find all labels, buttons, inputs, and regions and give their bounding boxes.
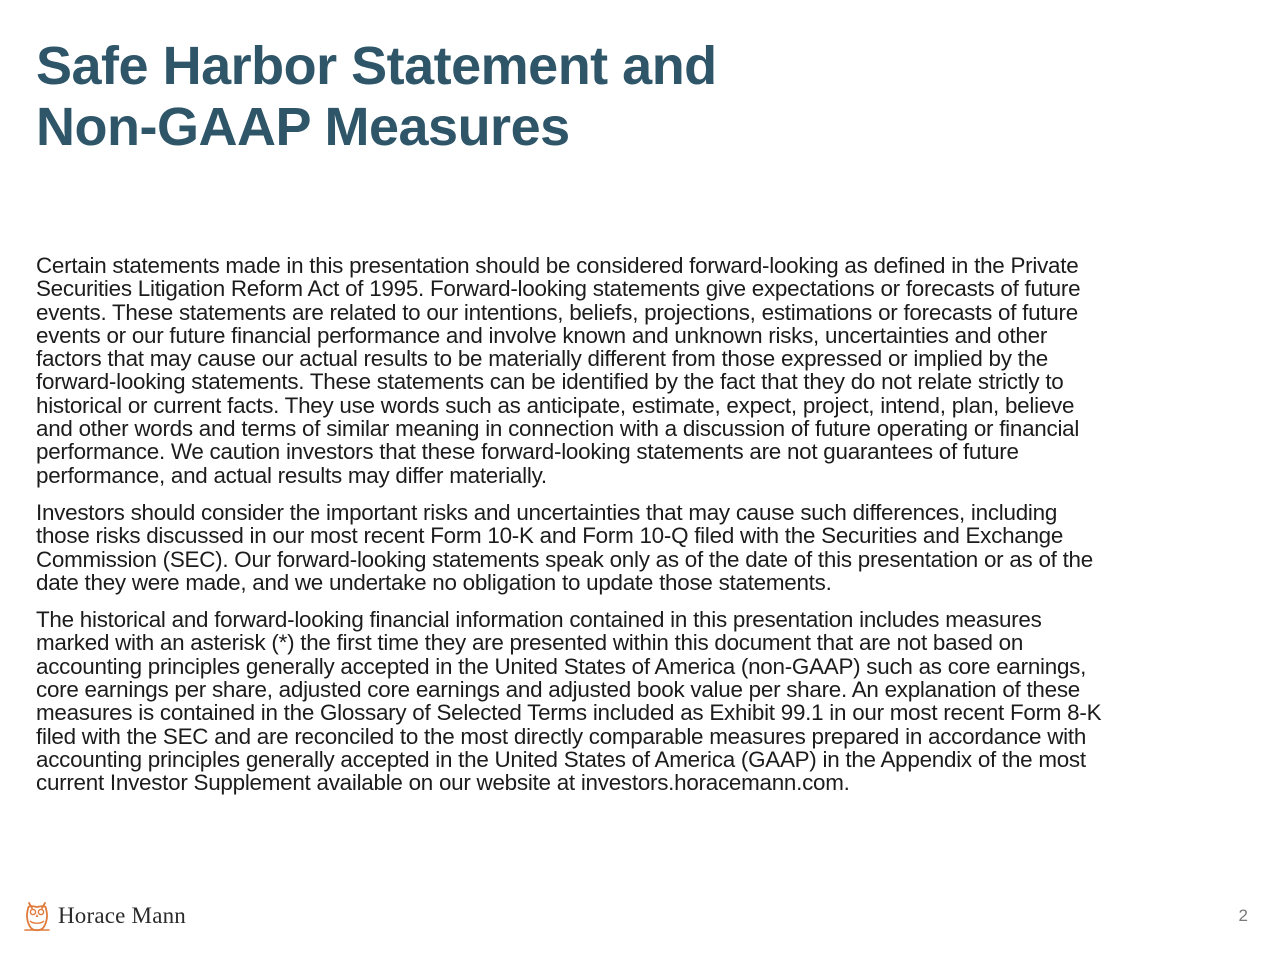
page-number: 2 — [1238, 906, 1248, 925]
page-title — [36, 36, 1036, 158]
text-line: The historical and forward-looking financial information contained in this presentation includes measures — [36, 607, 1042, 633]
logo-text: Horace Mann — [58, 903, 187, 928]
text-line: core earnings per share, adjusted core earnings and adjusted book value per share. An explanation of these — [36, 677, 1080, 703]
text-line: historical or current facts. They use words such as anticipate, estimate, expect, project, intend, plan, believe — [36, 392, 1075, 418]
text-line: performance, and actual results may differ materially. — [36, 462, 547, 488]
title-line-2: Non-GAAP Measures — [36, 97, 570, 157]
text-line: events or our future financial performance and involve known and unknown risks, uncertainties and other — [36, 322, 1048, 348]
owl-icon — [22, 897, 52, 935]
paragraph-forward-looking — [36, 254, 1252, 487]
text-line: accounting principles generally accepted in the United States of America (non-GAAP) such as core earnings, — [36, 653, 1087, 679]
text-line: Certain statements made in this presentation should be considered forward-looking as defined in the Private — [36, 253, 1079, 278]
paragraph-non-gaap — [36, 608, 1252, 794]
text-line: Investors should consider the important risks and uncertainties that may cause such differences, including — [36, 499, 1058, 525]
text-line: events. These statements are related to our intentions, beliefs, projections, estimations or forecasts of future — [36, 299, 1078, 325]
text-line: accounting principles generally accepted in the United States of America (GAAP) in the Appendix of the most — [36, 746, 1086, 772]
safe-harbor-body — [36, 254, 1252, 809]
title-line-1: Safe Harbor Statement and — [36, 36, 717, 96]
horace-mann-logo — [22, 896, 186, 936]
paragraph-investor-risks — [36, 501, 1252, 594]
text-line: current Investor Supplement available on our website at investors.horacemann.com. — [36, 770, 850, 796]
text-line: marked with an asterisk (*) the first time they are presented within this document that are not based on — [36, 630, 1024, 656]
text-line: performance. We caution investors that these forward-looking statements are not guarantees of future — [36, 439, 1019, 465]
text-line: factors that may cause our actual results to be materially different from those expressed or implied by the — [36, 346, 1049, 372]
text-line: date they were made, and we undertake no obligation to update those statements. — [36, 569, 832, 595]
text-line: measures is contained in the Glossary of Selected Terms included as Exhibit 99.1 in our most recent Form 8-K — [36, 700, 1102, 726]
text-line: filed with the SEC and are reconciled to the most directly comparable measures prepared in accordance with — [36, 723, 1087, 749]
text-line: and other words and terms of similar meaning in connection with a discussion of future operating or financial — [36, 416, 1080, 442]
text-line: Securities Litigation Reform Act of 1995. Forward-looking statements give expectations or forecasts of future — [36, 276, 1081, 302]
text-line: forward-looking statements. These statements can be identified by the fact that they do not relate strictly to — [36, 369, 1064, 395]
text-line: those risks discussed in our most recent Form 10-K and Form 10-Q filed with the Securities and Exchange — [36, 523, 1064, 549]
text-line: Commission (SEC). Our forward-looking statements speak only as of the date of this presentation or as of the — [36, 546, 1093, 572]
